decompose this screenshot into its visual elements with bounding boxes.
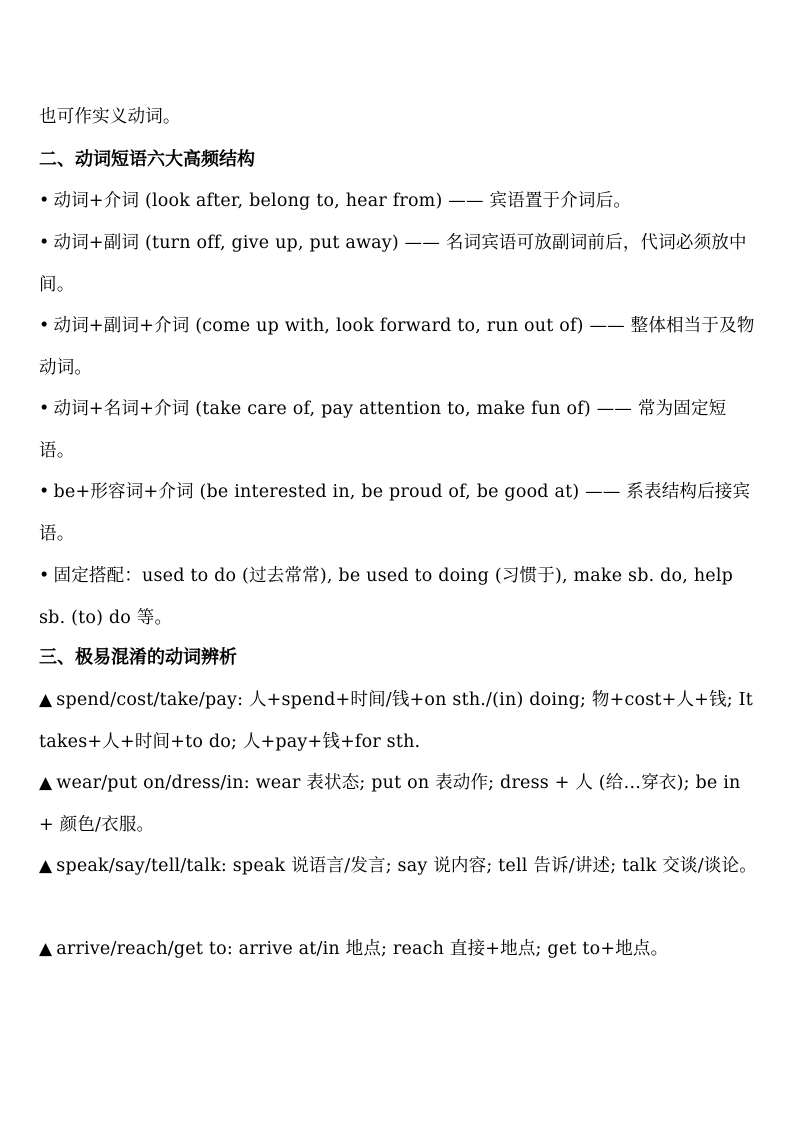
triangle-icon: ▲ — [39, 856, 53, 876]
phrase-structure-item: • 动词+副词+介词 (come up with, look forward to, run out of) —— 整体相当于及物动词。 — [39, 316, 755, 378]
phrase-structure-item: • 动词+介词 (look after, belong to, hear from) —— 宾语置于介词后。 — [39, 191, 632, 211]
triangle-icon: ▲ — [39, 690, 53, 710]
triangle-icon: ▲ — [39, 939, 53, 959]
phrase-structure-item: • be+形容词+介词 (be interested in, be proud of, be good at) —— 系表结构后接宾语。 — [39, 482, 751, 544]
phrase-structure-item: • 动词+名词+介词 (take care of, pay attention to, make fun of) —— 常为固定短语。 — [39, 399, 727, 461]
phrase-structure-item: • 动词+副词 (turn off, give up, put away) —— 名词宾语可放副词前后，代词必须放中间。 — [39, 233, 747, 295]
bullet-icon: • — [39, 399, 50, 419]
section2-heading: 二、动词短语六大高频结构 — [39, 149, 255, 170]
bullet-icon: • — [39, 482, 50, 502]
verb-distinction-item: ▲ arrive/reach/get to: arrive at/in 地点; reach 直接+地点; get to+地点。 — [39, 939, 669, 959]
phrase-structure-item: • 固定搭配：used to do (过去常常), be used to doing (习惯于), make sb. do, help sb. (to) do 等。 — [39, 566, 734, 628]
section3-heading: 三、极易混淆的动词辨析 — [39, 647, 237, 668]
bullet-icon: • — [39, 566, 50, 586]
verb-distinction-item: ▲ speak/say/tell/talk: speak 说语言/发言; say 说内容; tell 告诉/讲述; talk 交谈/谈论。 — [39, 856, 757, 876]
bullet-icon: • — [39, 233, 50, 253]
triangle-icon: ▲ — [39, 773, 53, 793]
bullet-icon: • — [39, 191, 50, 211]
intro-line: 也可作实义动词。 — [39, 107, 181, 127]
verb-distinction-item: ▲ wear/put on/dress/in: wear 表状态; put on 表动作; dress + 人 (给…穿衣); be in + 颜色/衣服。 — [39, 773, 741, 835]
verb-distinction-item: ▲ spend/cost/take/pay: 人+spend+时间/钱+on sth./(in) doing; 物+cost+人+钱; It takes+人+时间+to do; 人+pay+钱+for sth. — [39, 690, 753, 752]
bullet-icon: • — [39, 316, 50, 336]
